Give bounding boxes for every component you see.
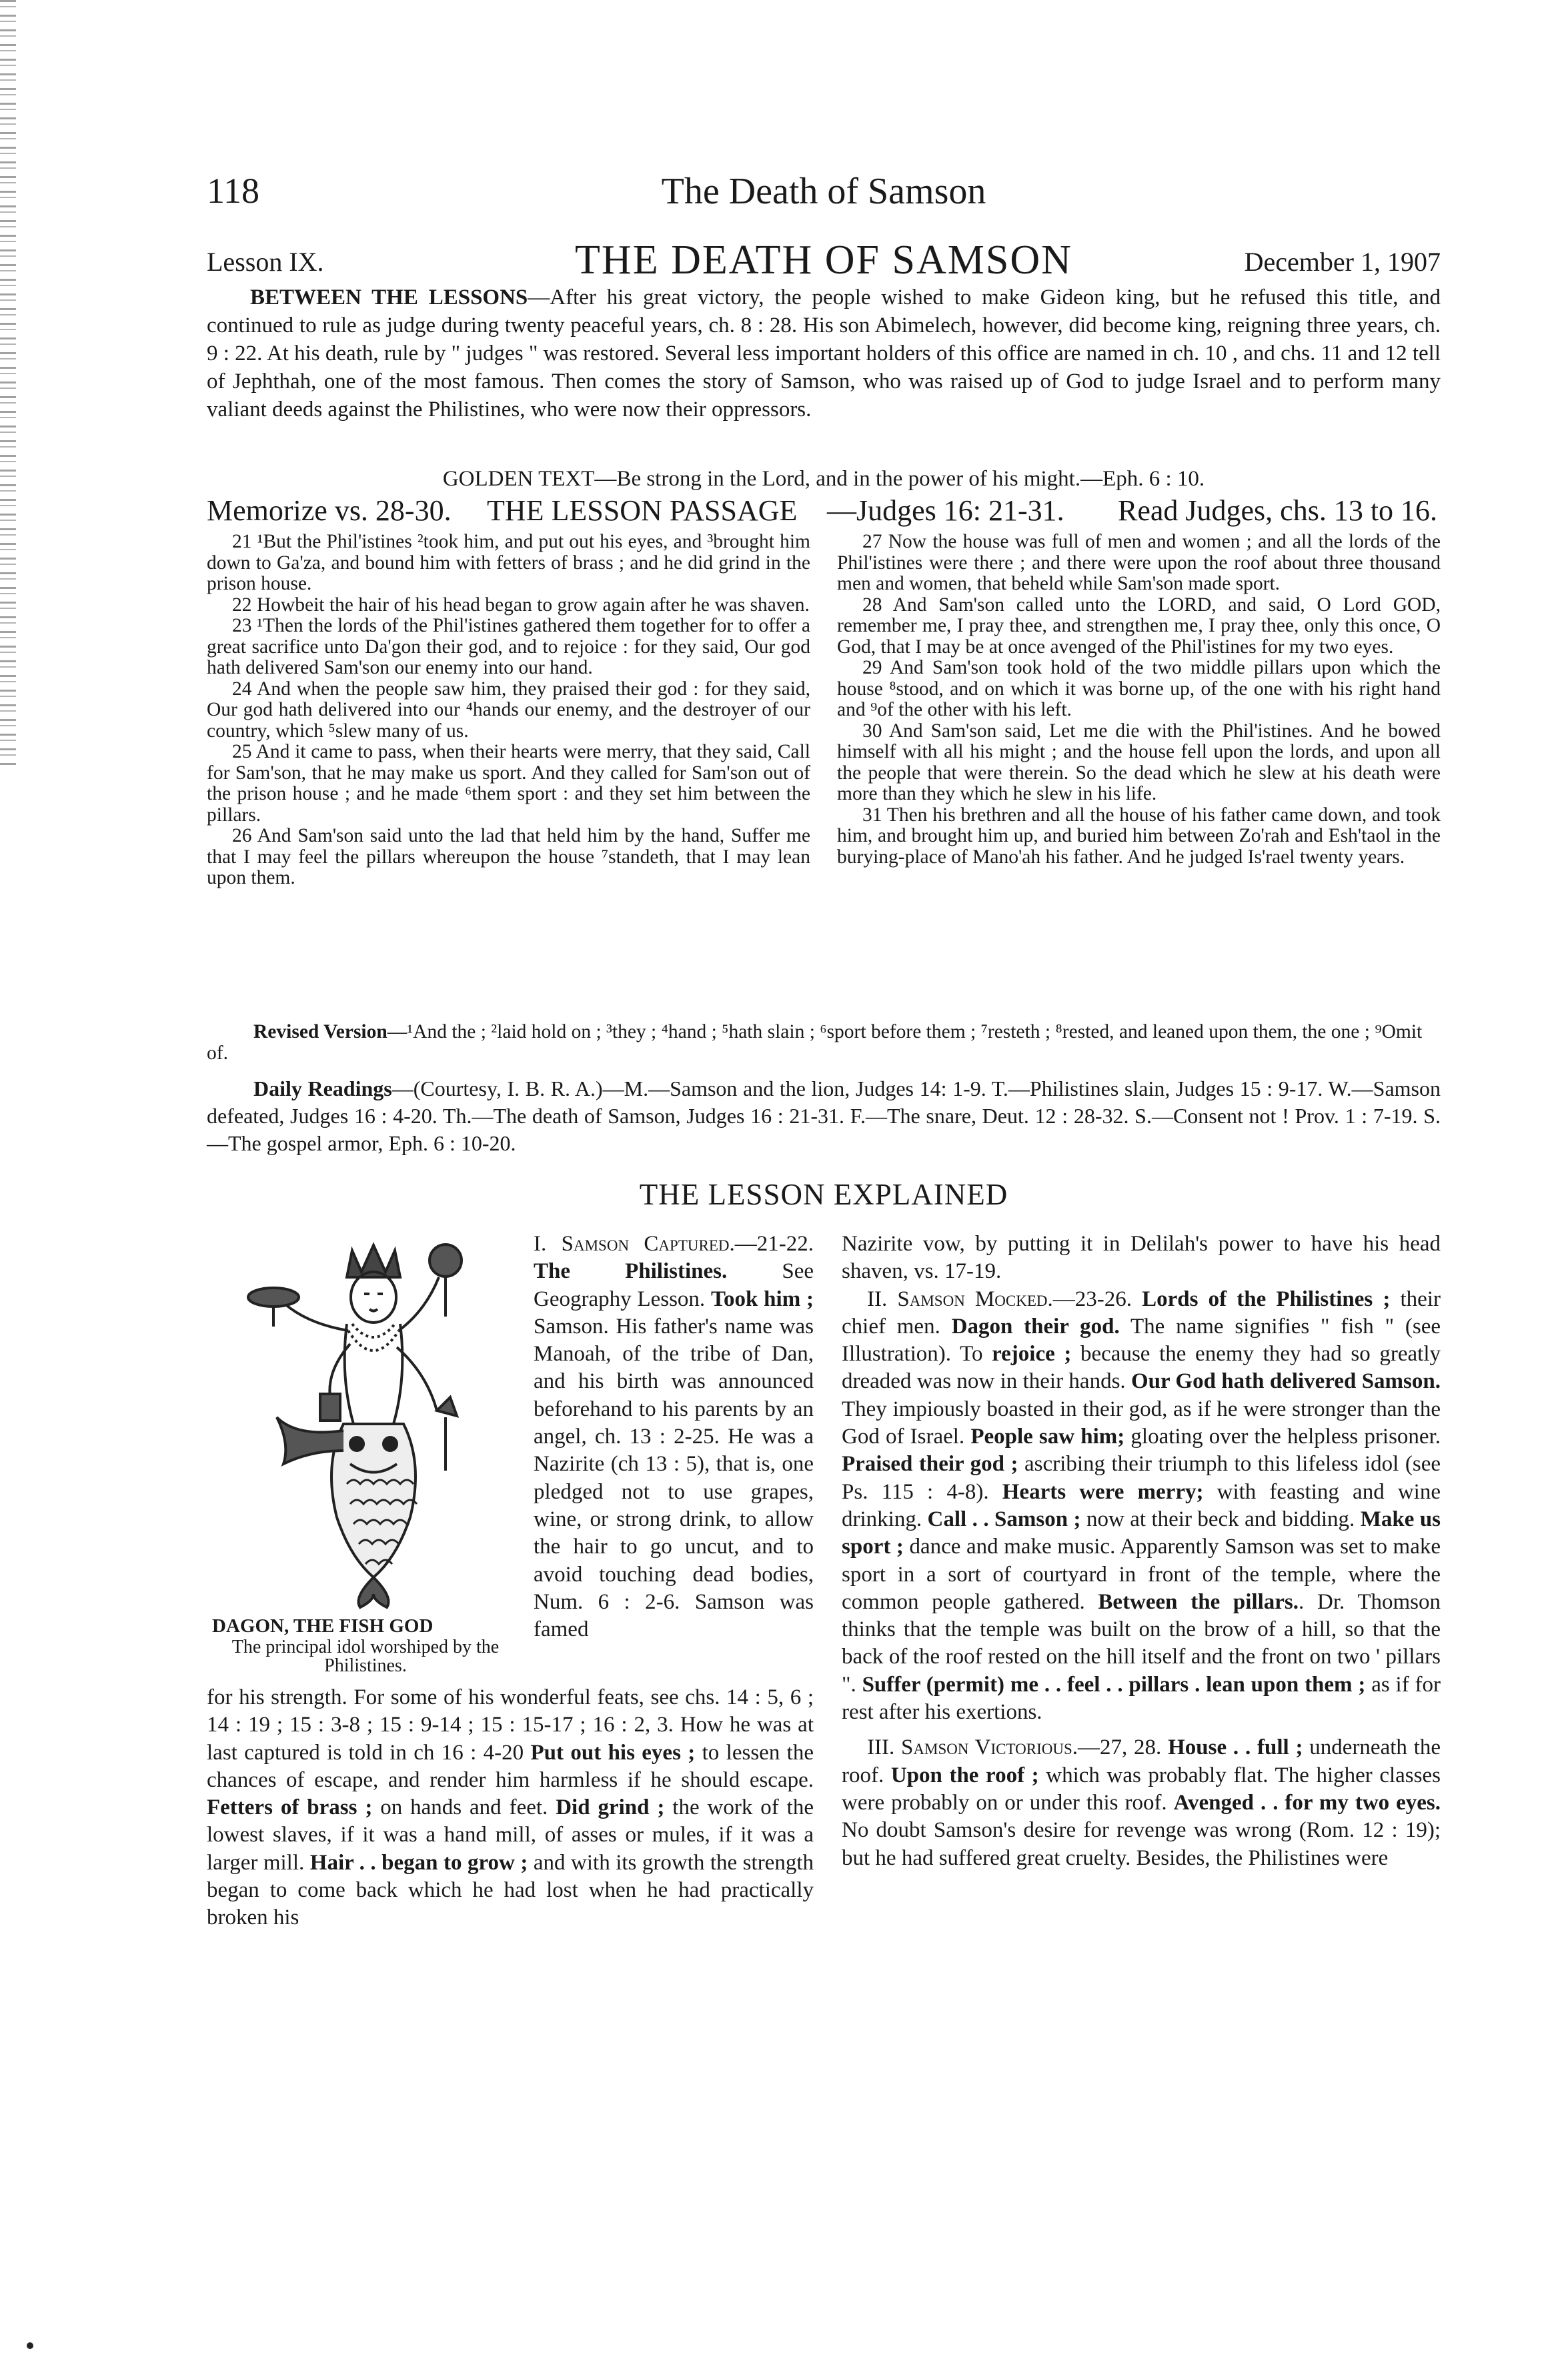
headword: House . . full ; bbox=[1168, 1735, 1303, 1760]
daily-readings-label: Daily Readings bbox=[253, 1076, 392, 1100]
section-3 bbox=[842, 1734, 1441, 1871]
section-2-verses: —23-26. bbox=[1052, 1287, 1142, 1311]
headword: Hearts were merry; bbox=[1002, 1479, 1204, 1504]
headword: Our God hath delivered Samson. bbox=[1131, 1369, 1441, 1394]
page-number: 118 bbox=[207, 171, 259, 211]
scan-speck bbox=[27, 2342, 33, 2349]
golden-text: GOLDEN TEXT—Be strong in the Lord, and in the power of his might.—Eph. 6 : 10. bbox=[442, 467, 1205, 491]
explanation-text: underneath the roof. bbox=[842, 1735, 1441, 1787]
explanation-text: as if for rest after his exertions. bbox=[842, 1672, 1441, 1725]
lesson-number: Lesson IX. bbox=[207, 247, 324, 277]
explanation-left-column bbox=[207, 1684, 814, 1932]
verse-31: 31 Then his brethren and all the house of his father came down, and took him, and brought him up, and buried him between Zo'rah and Esh'taol in the burying-place of Mano'ah his father. And he judged Is'rael twenty years. bbox=[837, 804, 1441, 868]
verse-24: 24 And when the people saw him, they praised their god : for they said, Our god hath delivered into our ⁴hands our enemy, and the destroyer of our country, which ⁵slew many of us. bbox=[207, 678, 810, 742]
section-3-number: III. bbox=[867, 1735, 902, 1760]
explanation-text: gloating over the helpless prisoner. bbox=[1124, 1425, 1441, 1449]
explanation-text: the work of the lowest slaves, if it was a hand mill, of asses or mules, if it was a larger mill. bbox=[207, 1795, 814, 1875]
lesson-header bbox=[207, 237, 1441, 283]
explanation-text: their chief men. bbox=[842, 1287, 1441, 1339]
headword: rejoice ; bbox=[992, 1342, 1072, 1367]
explanation-text: with feasting and wine drinking. bbox=[842, 1479, 1441, 1531]
headword: Dagon their god. bbox=[951, 1314, 1120, 1339]
headword: Lords of the Philistines ; bbox=[1142, 1287, 1391, 1311]
passage-title: THE LESSON PASSAGE bbox=[487, 494, 798, 527]
explanation-text: They impiously boasted in their god, as if he were stronger than the God of Israel. bbox=[842, 1397, 1441, 1449]
headword: People saw him; bbox=[970, 1425, 1125, 1449]
lesson-title: THE DEATH OF SAMSON bbox=[575, 237, 1072, 283]
verse-26: 26 And Sam'son said unto the lad that held him by the hand, Suffer me that I may feel the pillars whereupon the house ⁷standeth, that I may lean upon them. bbox=[207, 825, 810, 888]
section-2 bbox=[842, 1286, 1441, 1727]
headword: Call . . Samson ; bbox=[927, 1507, 1081, 1531]
passage-column-left bbox=[207, 532, 810, 889]
figure-caption-title: DAGON, THE FISH GOD bbox=[212, 1615, 434, 1637]
figure-caption-text: The principal idol worshiped by the Philistines. bbox=[231, 1637, 500, 1676]
verse-23: 23 ¹Then the lords of the Phil'istines gathered them together for to offer a great sacrifice unto Da'gon their god, and to rejoice : for they said, Our god hath delivered Sam'son our enemy into our hand. bbox=[207, 615, 810, 678]
explanation-text: No doubt Samson's desire for revenge was wrong (Rom. 12 : 19); but he had suffered great cruelty. Besides, the Philistines were bbox=[842, 1818, 1441, 1870]
explanation-text: ascribing their triumph to this lifeless idol (see Ps. 115 : 4-8). bbox=[842, 1452, 1441, 1504]
revised-version bbox=[207, 1022, 1441, 1064]
explanation-text: dance and make music. Apparently Samson was set to make sport in a sort of courtyard in front of the temple, where the common people gathered. bbox=[842, 1535, 1441, 1614]
dagon-illustration bbox=[220, 1231, 527, 1611]
daily-readings-text: —(Courtesy, I. B. R. A.)—M.—Samson and the lion, Judges 14: 1-9. T.—Philistines slain, Judges 15 : 9-17. W.—Samson defeated, Judges 16 : 4-20. Th.—The death of Samson, Judges 16 : 21-31. F.—The snare, Deut. 12 : 28-32. S.—Consent not ! Prov. 1 : 7-19. S.—The gospel armor, Eph. 6 : 10-20. bbox=[207, 1076, 1441, 1155]
passage-reference: —Judges 16: 21-31. bbox=[827, 494, 1064, 527]
explanation-text: . Dr. Thomson thinks that the temple was built on the brow of a hill, so that the back of the roof rested on the hill itself and the front on two ' pillars ". bbox=[842, 1589, 1441, 1697]
verse-21: 21 ¹But the Phil'istines ²took him, and put out his eyes, and ³brought him down to Ga'za, and bound him with fetters of brass ; and he did grind in the prison house. bbox=[207, 531, 810, 594]
headword: Hair . . began to grow ; bbox=[309, 1850, 528, 1875]
headword: Praised their god ; bbox=[842, 1452, 1018, 1477]
headword: The Philistines. bbox=[534, 1259, 728, 1284]
verse-25: 25 And it came to pass, when their hearts were merry, that they said, Call for Sam'son, that he may make us sport. And they called for Sam'son out of the prison house ; and he made ⁶them sport : and they set him between the pillars. bbox=[207, 741, 810, 826]
section-1-continued bbox=[207, 1684, 814, 1932]
headword: Upon the roof ; bbox=[890, 1763, 1039, 1787]
headword: Make us sport ; bbox=[842, 1507, 1441, 1559]
section-3-heading: Samson Victorious. bbox=[901, 1735, 1078, 1760]
explanation-text: for his strength. For some of his wonderful feats, see chs. 14 : 5, 6 ; 14 : 19 ; 15 : 3-8 ; 15 : 9-14 ; 15 : 15-17 ; 16 : 2, 3. How he was at last captured is told in ch 16 : 4-20 bbox=[207, 1685, 814, 1765]
running-title: The Death of Samson bbox=[661, 171, 986, 212]
explanation-text: and with its growth the strength began to come back which he had lost when he had practically broken his bbox=[207, 1850, 814, 1930]
passage-column-right bbox=[837, 532, 1441, 868]
section-1-intro bbox=[534, 1231, 814, 1643]
scan-binding-edge bbox=[0, 0, 16, 767]
explanation-text: now at their beck and bidding. bbox=[1080, 1507, 1361, 1531]
explanation-right-column bbox=[842, 1231, 1441, 1872]
headword: Avenged . . for my two eyes. bbox=[1173, 1790, 1441, 1815]
explanation-narrow-column bbox=[534, 1231, 814, 1643]
daily-readings bbox=[207, 1075, 1441, 1157]
section-3-verses: —27, 28. bbox=[1078, 1735, 1168, 1760]
explanation-text: because the enemy they had so greatly dreaded was now in their hands. bbox=[842, 1342, 1441, 1394]
explanation-text: See Geography Lesson. bbox=[534, 1259, 814, 1311]
explanation-text: which was probably flat. The higher classes were probably on or under this roof. bbox=[842, 1763, 1441, 1815]
lesson-explained-title: THE LESSON EXPLAINED bbox=[639, 1178, 1008, 1211]
headword: Did grind ; bbox=[556, 1795, 665, 1820]
section-2-heading: Samson Mocked. bbox=[897, 1287, 1053, 1311]
verse-28: 28 And Sam'son called unto the LORD, and said, O Lord GOD, remember me, I pray thee, and strengthen me, I pray thee, only this once, O God, that I may be at once avenged of the Phil'istines for my two eyes. bbox=[837, 594, 1441, 658]
revised-version-text: —¹And the ; ²laid hold on ; ³they ; ⁴hand ; ⁵hath slain ; ⁶sport before them ; ⁷resteth ; ⁸rested, and leaned upon them, the one ; ⁹Omit of. bbox=[207, 1021, 1423, 1064]
between-the-lessons bbox=[207, 283, 1441, 424]
section-1-verses: —21-22. bbox=[734, 1232, 814, 1256]
explanation-text: on hands and feet. bbox=[372, 1795, 556, 1820]
verse-22: 22 Howbeit the hair of his head began to grow again after he was shaven. bbox=[232, 594, 810, 616]
section-2-number: II. bbox=[867, 1287, 898, 1311]
explanation-text: to lessen the chances of escape, and render him harmless if he should escape. bbox=[207, 1740, 814, 1792]
headword: Fetters of brass ; bbox=[207, 1795, 373, 1820]
explanation-text: The name signifies " fish " (see Illustration). To bbox=[842, 1314, 1441, 1367]
headword: Took him ; bbox=[711, 1287, 814, 1311]
lesson-date: December 1, 1907 bbox=[1244, 247, 1441, 277]
passage-header bbox=[207, 494, 1441, 531]
section-1-number: I. bbox=[534, 1232, 562, 1256]
headword: Between the pillars. bbox=[1098, 1589, 1299, 1614]
verse-30: 30 And Sam'son said, Let me die with the Phil'istines. And he bowed himself with all his might ; and the house fell upon the lords, and upon all the people that were therein. So the dead which he slew at his death were more than they which he slew in his life. bbox=[837, 720, 1441, 804]
read-chapters: Read Judges, chs. 13 to 16. bbox=[1118, 494, 1438, 527]
section-1-end: Nazirite vow, by putting it in Delilah's power to have his head shaven, vs. 17-19. bbox=[842, 1232, 1441, 1284]
headword: Put out his eyes ; bbox=[530, 1740, 696, 1765]
explanation-text: Samson. His father's name was Manoah, of the tribe of Dan, and his birth was announced beforehand to his parents by an angel, ch. 13 : 2-25. He was a Nazirite (ch 13 : 5), that is, one pledged not to use grapes, wine, or strong drink, to allow the hair to go uncut, and to avoid touching dead bodies, Num. 6 : 2-6. Samson was famed bbox=[534, 1314, 814, 1642]
verse-27: 27 Now the house was full of men and women ; and all the lords of the Phil'istines were there ; and there were upon the roof about three thousand men and women, that beheld while Sam'son made sport. bbox=[837, 531, 1441, 594]
memorize-label: Memorize vs. 28-30. bbox=[207, 494, 452, 527]
between-text: —After his great victory, the people wished to make Gideon king, but he refused this title, and continued to rule as judge during twenty peaceful years, ch. 8 : 28. His son Abimelech, however, did become king, reigning three years, ch. 9 : 22. At his death, rule by " judges " was restored. Several less important holders of this office are named in ch. 10 , and chs. 11 and 12 tell of Jephthah, one of the most famous. Then comes the story of Samson, who was raised up of God to judge Israel and to perform many valiant deeds against the Philistines, who were now their oppressors. bbox=[207, 285, 1441, 422]
headword: Suffer (permit) me . . feel . . pillars . lean upon them ; bbox=[862, 1672, 1366, 1697]
revised-version-label: Revised Version bbox=[253, 1021, 387, 1042]
section-1-heading: Samson Captured. bbox=[561, 1232, 735, 1256]
between-label: BETWEEN THE LESSONS bbox=[250, 285, 528, 309]
verse-29: 29 And Sam'son took hold of the two middle pillars upon which the house ⁸stood, and on which it was borne up, of the one with his right hand and ⁹of the other with his left. bbox=[837, 657, 1441, 720]
running-head bbox=[207, 170, 1441, 217]
